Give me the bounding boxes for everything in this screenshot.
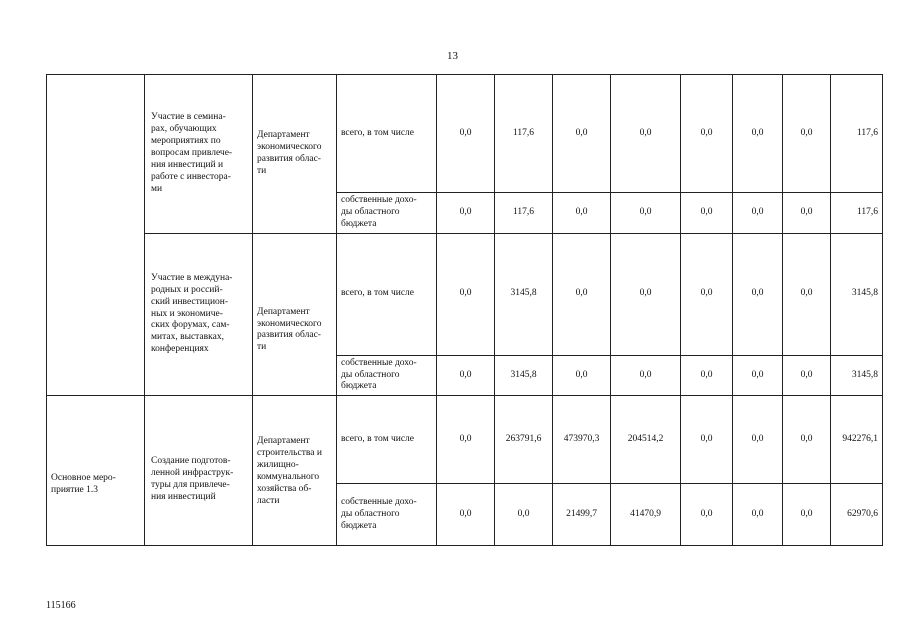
value-cell: 0,0 <box>681 484 733 546</box>
value-cell: 0,0 <box>437 233 495 355</box>
value-cell: 204514,2 <box>611 396 681 484</box>
value-cell: 0,0 <box>437 396 495 484</box>
value-cell: 0,0 <box>783 75 831 193</box>
value-cell: 0,0 <box>733 484 783 546</box>
value-cell: 0,0 <box>783 233 831 355</box>
total-cell: 3145,8 <box>831 355 883 396</box>
value-cell: 117,6 <box>495 75 553 193</box>
sub-event-name: Участие в семина- рах, обучающих мероприятиях по вопросам привлече- ния инвестиций и работе с инвестора- ми <box>145 75 253 234</box>
value-cell: 0,0 <box>783 396 831 484</box>
value-cell: 0,0 <box>437 484 495 546</box>
funding-source: собственные дохо- ды областного бюджета <box>337 193 437 234</box>
funding-source: всего, в том числе <box>337 75 437 193</box>
total-cell: 3145,8 <box>831 233 883 355</box>
funding-source: всего, в том числе <box>337 396 437 484</box>
program-funding-table <box>46 74 883 546</box>
value-cell: 0,0 <box>611 233 681 355</box>
table-row <box>47 233 883 355</box>
value-cell: 21499,7 <box>553 484 611 546</box>
value-cell: 0,0 <box>733 233 783 355</box>
main-event-cell: Основное меро- приятие 1.3 <box>47 396 145 546</box>
funding-source: собственные дохо- ды областного бюджета <box>337 355 437 396</box>
value-cell: 3145,8 <box>495 233 553 355</box>
value-cell: 0,0 <box>681 396 733 484</box>
value-cell: 0,0 <box>681 193 733 234</box>
value-cell: 0,0 <box>553 233 611 355</box>
sub-event-name: Создание подготов- ленной инфраструк- туры для привлече- ния инвестиций <box>145 396 253 546</box>
value-cell: 0,0 <box>783 193 831 234</box>
total-cell: 117,6 <box>831 75 883 193</box>
value-cell: 0,0 <box>553 75 611 193</box>
value-cell: 0,0 <box>733 75 783 193</box>
value-cell: 263791,6 <box>495 396 553 484</box>
value-cell: 0,0 <box>437 193 495 234</box>
value-cell: 0,0 <box>611 193 681 234</box>
value-cell: 41470,9 <box>611 484 681 546</box>
value-cell: 0,0 <box>783 484 831 546</box>
value-cell: 0,0 <box>611 75 681 193</box>
value-cell: 0,0 <box>495 484 553 546</box>
value-cell: 0,0 <box>553 355 611 396</box>
document-code: 115166 <box>46 600 76 611</box>
value-cell: 0,0 <box>437 355 495 396</box>
value-cell: 0,0 <box>681 75 733 193</box>
value-cell: 3145,8 <box>495 355 553 396</box>
total-cell: 62970,6 <box>831 484 883 546</box>
sub-event-name: Участие в междуна- родных и россий- ский инвестицион- ных и экономиче- ских форумах, сам- митах, выставках, конференциях <box>145 233 253 396</box>
value-cell: 0,0 <box>437 75 495 193</box>
value-cell: 117,6 <box>495 193 553 234</box>
value-cell: 0,0 <box>783 355 831 396</box>
page-number: 13 <box>447 50 458 62</box>
executor-cell: Департамент экономического развития облас- ти <box>253 233 337 396</box>
table-row <box>47 396 883 484</box>
value-cell: 0,0 <box>611 355 681 396</box>
value-cell: 0,0 <box>733 396 783 484</box>
value-cell: 0,0 <box>681 355 733 396</box>
main-event-cell <box>47 75 145 396</box>
table-row <box>47 75 883 193</box>
value-cell: 0,0 <box>733 193 783 234</box>
total-cell: 942276,1 <box>831 396 883 484</box>
funding-source: собственные дохо- ды областного бюджета <box>337 484 437 546</box>
value-cell: 0,0 <box>681 233 733 355</box>
value-cell: 0,0 <box>733 355 783 396</box>
executor-cell: Департамент строительства и жилищно- коммунального хозяйства об- ласти <box>253 396 337 546</box>
value-cell: 0,0 <box>553 193 611 234</box>
executor-cell: Департамент экономического развития облас- ти <box>253 75 337 234</box>
total-cell: 117,6 <box>831 193 883 234</box>
funding-source: всего, в том числе <box>337 233 437 355</box>
value-cell: 473970,3 <box>553 396 611 484</box>
